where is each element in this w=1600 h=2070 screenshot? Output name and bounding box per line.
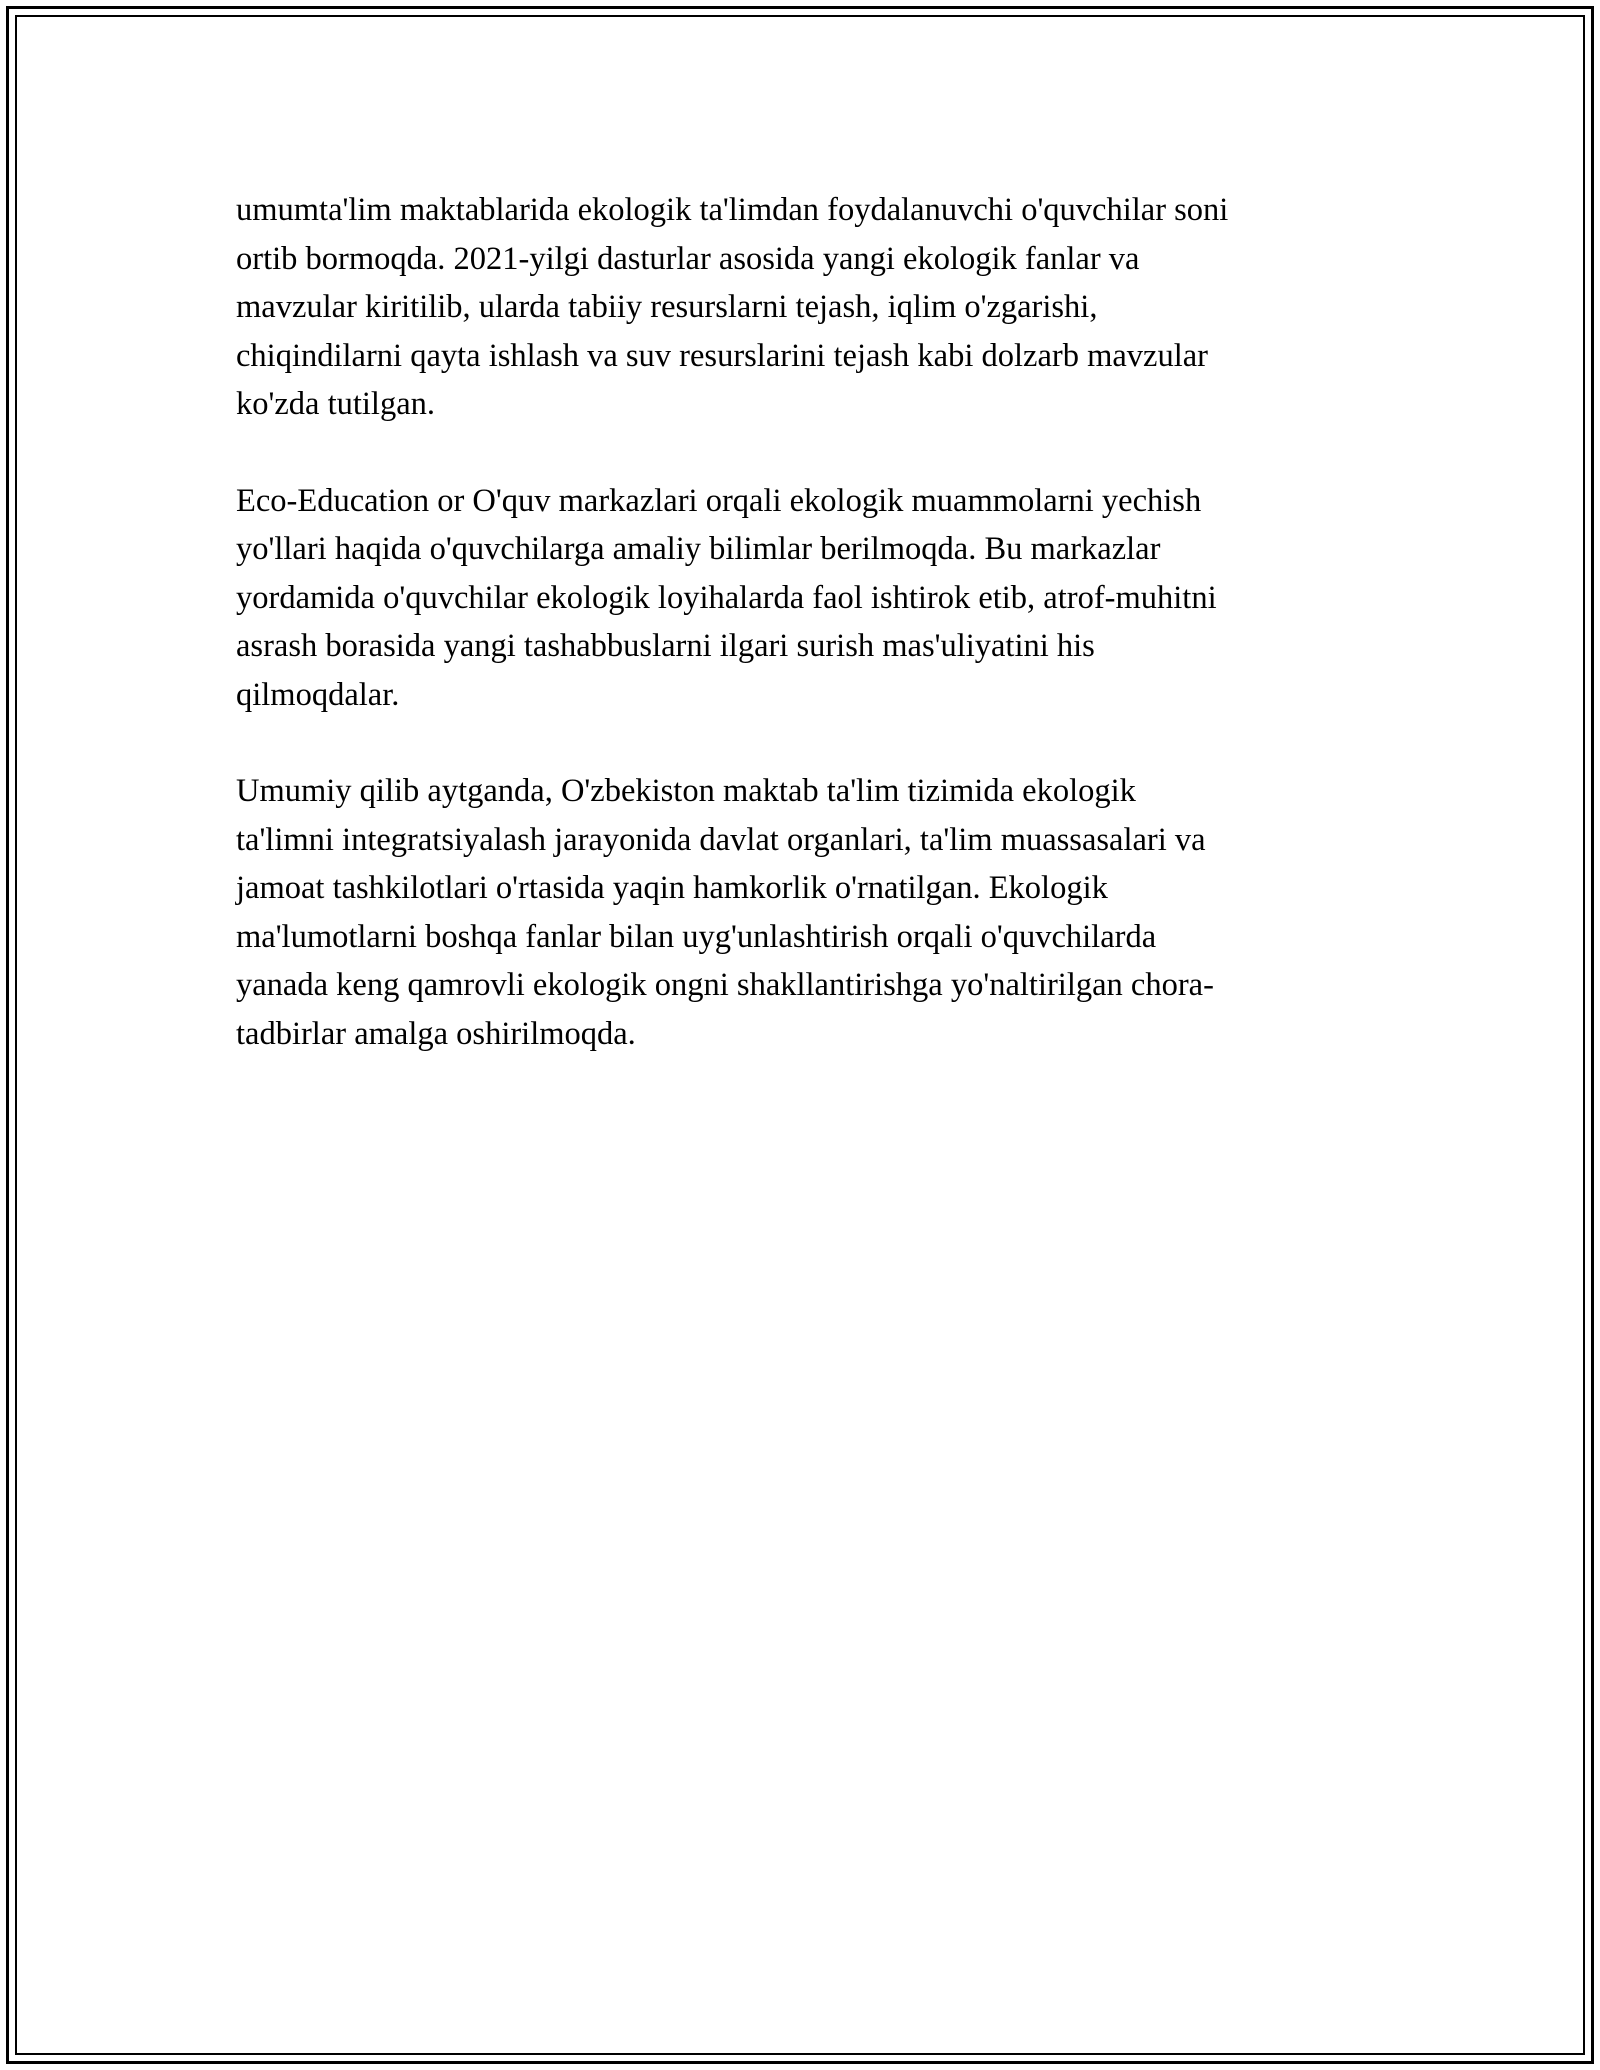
text-line: qilmoqdalar. xyxy=(236,676,400,713)
text-line: ma'lumotlarni boshqa fanlar bilan uyg'unlashtirish orqali o'quvchilarda xyxy=(236,918,1157,955)
text-line: chiqindilarni qayta ishlash va suv resurslarini tejash kabi dolzarb mavzular xyxy=(236,337,1209,374)
text-line: yo'llari haqida o'quvchilarga amaliy bilimlar berilmoqda. Bu markazlar xyxy=(236,531,1161,567)
text-line: umumta'lim maktablarida ekologik ta'limdan foydalanuvchi o'quvchilar soni xyxy=(236,192,1229,228)
text-line: yordamida o'quvchilar ekologik loyihalarda faol ishtirok etib, atrof-muhitni xyxy=(236,579,1217,616)
text-line: tadbirlar amalga oshirilmoqda. xyxy=(236,1015,636,1052)
text-line: yanada keng qamrovli ekologik ongni shakllantirishga yo'naltirilgan chora- xyxy=(236,967,1214,1003)
paragraph-3 xyxy=(236,767,1364,1058)
text-line: ta'limni integratsiyalash jarayonida davlat organlari, ta'lim muassasalari va xyxy=(236,821,1206,858)
text-line: mavzular kiritilib, ularda tabiiy resurslarni tejash, iqlim o'zgarishi, xyxy=(236,289,1098,325)
text-line: ko'zda tutilgan. xyxy=(236,386,435,422)
text-line: Umumiy qilib aytganda, O'zbekiston maktab ta'lim tizimida ekologik xyxy=(236,773,1136,809)
document-body xyxy=(236,186,1364,1106)
text-line: jamoat tashkilotlari o'rtasida yaqin hamkorlik o'rnatilgan. Ekologik xyxy=(236,870,1108,906)
text-line: Eco-Education or O'quv markazlari orqali ekologik muammolarni yechish xyxy=(236,482,1202,519)
paragraph-1 xyxy=(236,186,1364,429)
text-line: ortib bormoqda. 2021-yilgi dasturlar asosida yangi ekologik fanlar va xyxy=(236,240,1140,277)
paragraph-2 xyxy=(236,477,1364,720)
text-line: asrash borasida yangi tashabbuslarni ilgari surish mas'uliyatini his xyxy=(236,628,1095,664)
